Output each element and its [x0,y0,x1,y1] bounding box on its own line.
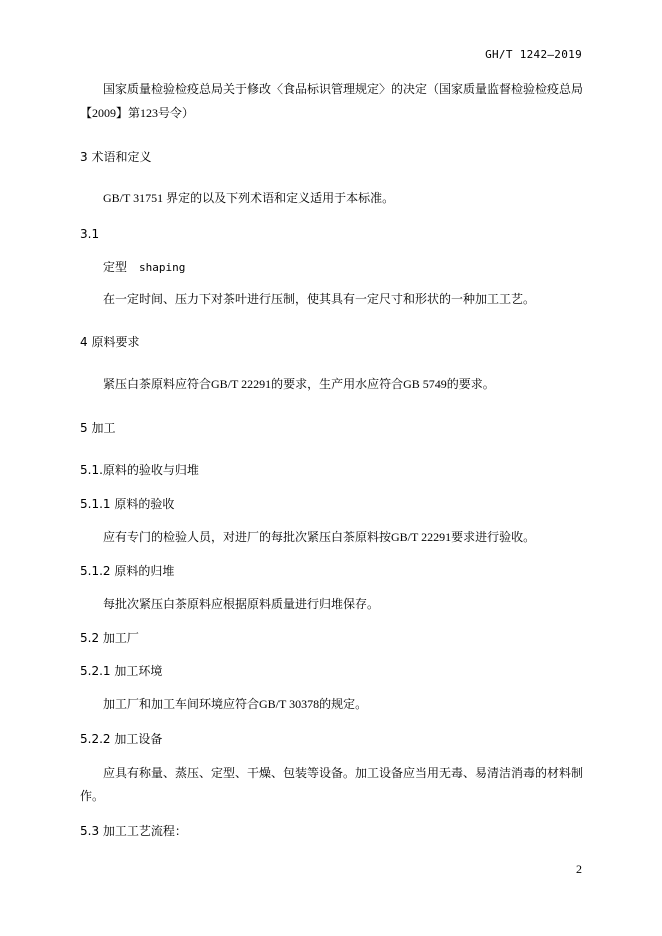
section-5-heading: 5 加工 [80,421,116,435]
section-5-1-1-text: 应有专门的检验人员，对进厂的每批次紧压白茶原料按GB/T 22291要求进行验收。 [103,530,536,544]
standard-code: GH/T 1242—2019 [485,48,582,61]
section-5-2-1-heading: 5.2.1 加工环境 [80,664,163,678]
section-5-1-heading: 5.1.原料的验收与归堆 [80,463,199,477]
section-3-intro: GB/T 31751 界定的以及下列术语和定义适用于本标准。 [103,191,395,205]
term-definition: 在一定时间、压力下对茶叶进行压制，使其具有一定尺寸和形状的一种加工工艺。 [103,292,536,306]
section-5-2-2-heading: 5.2.2 加工设备 [80,732,163,746]
section-5-1-2-heading: 5.1.2 原料的归堆 [80,564,175,578]
section-5-2-2-text-line-2: 作。 [80,789,105,803]
term-english: shaping [139,261,186,274]
reference-text-line-1: 国家质量检验检疫总局关于修改〈食品标识管理规定〉的决定（国家质量监督检验检疫总局 [103,82,584,96]
section-5-2-1-text: 加工厂和加工车间环境应符合GB/T 30378的规定。 [103,697,368,711]
reference-text-line-2: 【2009】第123号令） [80,106,195,120]
section-5-3-heading: 5.3 加工工艺流程： [80,824,187,838]
section-3-1-number: 3.1 [80,227,100,241]
page-number: 2 [576,862,582,876]
section-3-heading: 3 术语和定义 [80,150,152,164]
term-chinese: 定型 [103,260,128,274]
section-5-2-2-text-line-1: 应具有称量、蒸压、定型、干燥、包装等设备。加工设备应当用无毒、易清洁消毒的材料制 [103,766,584,780]
term-entry [0,259,662,276]
section-5-2-heading: 5.2 加工厂 [80,631,139,645]
section-4-heading: 4 原料要求 [80,335,140,349]
section-5-1-2-text: 每批次紧压白茶原料应根据原料质量进行归堆保存。 [103,597,380,611]
section-5-1-1-heading: 5.1.1 原料的验收 [80,497,175,511]
section-4-text: 紧压白茶原料应符合GB/T 22291的要求，生产用水应符合GB 5749的要求。 [103,377,495,391]
